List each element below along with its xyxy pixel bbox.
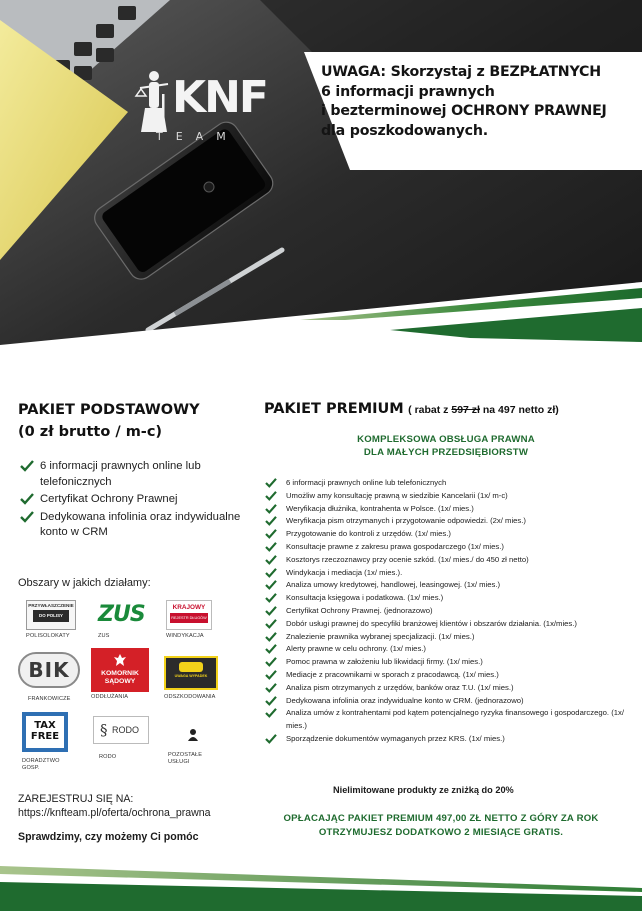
basic-feature-list bbox=[18, 459, 258, 541]
eagle-icon bbox=[113, 653, 127, 667]
list-item bbox=[264, 618, 624, 631]
tile-odszkodowania bbox=[164, 656, 224, 701]
check-icon bbox=[20, 460, 34, 472]
zus-logo-icon: ZUS bbox=[98, 602, 145, 627]
car-icon bbox=[179, 662, 203, 672]
premium-item-text: Pomoc prawna w założeniu lub likwidacji firmy. (1x/ mies.) bbox=[286, 657, 483, 667]
rodo-logo-icon: § RODO bbox=[93, 716, 149, 744]
premium-item-text: Dedykowana infolinia oraz indywidualne konto w CRM. (jednorazowo) bbox=[286, 695, 524, 705]
check-icon bbox=[265, 696, 277, 706]
tile-doradztwo bbox=[22, 712, 82, 772]
premium-item-text: Kosztorys rzeczoznawcy przy ocenie szkód. (1x/ mies./ do 450 zł netto) bbox=[286, 554, 529, 564]
check-icon bbox=[265, 491, 277, 501]
check-icon bbox=[265, 619, 277, 629]
premium-item-text: Windykacja i mediacja (1x/ mies.). bbox=[286, 567, 403, 577]
check-cta: Sprawdzimy, czy możemy Ci pomóc bbox=[18, 831, 199, 843]
list-item bbox=[264, 656, 624, 669]
logo-letters: KNF bbox=[172, 72, 267, 123]
premium-item-text: Analiza umowy kredytowej, handlowej, leasingowej. (1x/ mies.) bbox=[286, 580, 501, 590]
check-icon bbox=[265, 657, 277, 667]
komornik-logo-icon: KOMORNIK SĄDOWY bbox=[91, 648, 149, 692]
list-item bbox=[264, 631, 624, 644]
premium-item-text: Umożliw amy konsultację prawną w siedzibie Kancelarii (1x/ m-c) bbox=[286, 490, 508, 500]
check-icon bbox=[265, 580, 277, 590]
check-icon bbox=[265, 542, 277, 552]
list-item bbox=[18, 459, 258, 490]
register-block bbox=[18, 792, 211, 820]
check-icon bbox=[265, 568, 277, 578]
check-icon bbox=[265, 529, 277, 539]
polisolokaty-logo-icon: PRZYWŁASZCZENIE DO POLISY bbox=[26, 600, 76, 630]
check-icon bbox=[265, 606, 277, 616]
tile-caption: RODO bbox=[99, 754, 117, 760]
check-icon bbox=[265, 516, 277, 526]
headline-line: i bezterminowej OCHRONY PRAWNEJ bbox=[321, 103, 607, 119]
list-item bbox=[264, 528, 624, 541]
premium-rebate: ( rabat z 597 zł na 497 netto zł) bbox=[408, 404, 559, 416]
basic-package-title: PAKIET PODSTAWOWY bbox=[18, 402, 200, 418]
premium-item-text: Znalezienie prawnika wybranej specjalizacji. (1x/ mies.) bbox=[286, 631, 475, 641]
tile-caption: DORADZTWO GOSP. bbox=[22, 758, 60, 771]
basic-package bbox=[18, 400, 258, 543]
list-item bbox=[18, 510, 258, 541]
premium-item-text: Konsultacja księgowa i podatkowa. (1x/ mies.) bbox=[286, 593, 444, 603]
basic-item-text: Dedykowana infolinia oraz indywidualne konto w CRM bbox=[40, 510, 241, 538]
person-icon bbox=[186, 728, 200, 742]
check-icon bbox=[265, 478, 277, 488]
tile-polisolokaty bbox=[26, 600, 86, 640]
check-icon bbox=[265, 593, 277, 603]
check-icon bbox=[265, 555, 277, 565]
premium-item-text: 6 informacji prawnych online lub telefonicznych bbox=[286, 478, 447, 487]
check-icon bbox=[265, 632, 277, 642]
premium-item-text: Sporządzenie dokumentów wymaganych przez KRS. (1x/ mies.) bbox=[286, 733, 505, 743]
premium-item-text: Mediacje z pracownikami w sporach z pracodawcą. (1x/ mies.) bbox=[286, 669, 499, 679]
check-icon bbox=[265, 708, 277, 718]
premium-item-text: Konsultacje prawne z zakresu prawa gospodarczego (1x/ mies.) bbox=[286, 541, 504, 551]
check-icon bbox=[20, 511, 34, 523]
basic-item-text: Certyfikat Ochrony Prawnej bbox=[40, 493, 178, 505]
premium-title bbox=[264, 400, 559, 418]
tile-caption: ODSZKODOWANIA bbox=[164, 694, 216, 700]
wypadek-logo-icon: UWAGA WYPADEK bbox=[164, 656, 218, 690]
hero-banner bbox=[0, 0, 642, 380]
unlimited-note: Nielimitowane produkty ze zniżką do 20% bbox=[333, 785, 514, 795]
list-item bbox=[264, 669, 624, 682]
hero-background bbox=[0, 0, 642, 380]
premium-feature-list bbox=[264, 477, 624, 746]
tile-caption: FRANKOWICZE bbox=[28, 696, 71, 702]
premium-item-text: Analiza umów z kontrahentami pod kątem potencjalnego ryzyka finansowego i gospodarczego. (1x/ mies.) bbox=[286, 708, 625, 731]
list-item bbox=[264, 515, 624, 528]
list-item bbox=[264, 567, 624, 580]
premium-item-text: Weryfikacja pism otrzymanych i przygotowanie odpowiedzi. (2x/ mies.) bbox=[286, 516, 526, 526]
check-icon bbox=[265, 734, 277, 744]
basic-item-text: 6 informacji prawnych online lub telefonicznych bbox=[40, 460, 201, 488]
headline-line: UWAGA: Skorzystaj z BEZPŁATNYCH bbox=[321, 64, 601, 80]
list-item bbox=[264, 579, 624, 592]
bottom-band bbox=[0, 844, 642, 911]
basic-package-price: (0 zł brutto / m-c) bbox=[18, 424, 163, 440]
check-icon bbox=[265, 644, 277, 654]
list-item bbox=[264, 503, 624, 516]
bik-logo-icon: BIK bbox=[18, 652, 80, 688]
register-link[interactable]: https://knfteam.pl/oferta/ochrona_prawna bbox=[18, 807, 211, 819]
tile-caption: WINDYKACJA bbox=[166, 633, 204, 639]
check-icon bbox=[265, 670, 277, 680]
premium-item-text: Przygotowanie do kontroli z urzędów. (1x/ mies.) bbox=[286, 529, 451, 539]
tile-oddluzania bbox=[91, 648, 151, 701]
list-item bbox=[264, 490, 624, 503]
list-item bbox=[264, 643, 624, 656]
list-item bbox=[264, 541, 624, 554]
list-item bbox=[264, 695, 624, 708]
list-item bbox=[264, 554, 624, 567]
list-item bbox=[264, 605, 624, 618]
logo-team-text: TEAM bbox=[156, 130, 239, 143]
premium-package-title: PAKIET PREMIUM bbox=[264, 401, 404, 417]
premium-item-text: Analiza pism otrzymanych z urzędów, banków oraz T.U. (1x/ mies.) bbox=[286, 682, 514, 692]
tile-frankowicze bbox=[18, 652, 84, 703]
list-item bbox=[264, 707, 624, 733]
premium-subtitle: KOMPLEKSOWA OBSŁUGA PRAWNA DLA MAŁYCH PRZEDSIĘBIORSTW bbox=[357, 434, 535, 458]
premium-item-text: Weryfikacja dłużnika, kontrahenta w Polsce. (1x/ mies.) bbox=[286, 503, 474, 513]
list-item bbox=[18, 492, 258, 508]
check-icon bbox=[265, 683, 277, 693]
premium-item-text: Dobór usługi prawnej do specyfiki branżowej klientów i obszarów działania. (1x/mies.) bbox=[286, 618, 577, 628]
tile-pozostale bbox=[168, 728, 218, 766]
areas-title: Obszary w jakich działamy: bbox=[18, 577, 151, 589]
headline-line: 6 informacji prawnych bbox=[321, 83, 495, 100]
list-item bbox=[264, 733, 624, 746]
list-item bbox=[264, 682, 624, 695]
premium-item-text: Alerty prawne w celu ochrony. (1x/ mies.) bbox=[286, 644, 426, 654]
headline-line: dla poszkodowanych. bbox=[321, 122, 488, 139]
list-item bbox=[264, 592, 624, 605]
tile-rodo bbox=[93, 716, 153, 761]
tile-caption: ODDŁUŻANIA bbox=[91, 694, 129, 700]
premium-item-text: Certyfikat Ochrony Prawnej. (jednorazowo) bbox=[286, 605, 433, 615]
tile-caption: POZOSTAŁE USŁUGI bbox=[168, 752, 203, 765]
premium-offer: OPŁACAJĄC PAKIET PREMIUM 497,00 ZŁ NETTO Z GÓRY ZA ROK OTRZYMUJESZ DODATKOWO 2 MIESIĄCE GRATIS. bbox=[283, 813, 599, 838]
list-item bbox=[264, 477, 624, 490]
tile-zus bbox=[98, 600, 150, 640]
tile-caption: POLISOLOKATY bbox=[26, 633, 70, 639]
register-label: ZAREJESTRUJ SIĘ NA: bbox=[18, 793, 134, 805]
tile-windykacja bbox=[166, 600, 226, 640]
krd-logo-icon: KRAJOWY REJESTR DŁUGÓW bbox=[166, 600, 212, 630]
check-icon bbox=[265, 504, 277, 514]
check-icon bbox=[20, 493, 34, 505]
taxfree-logo-icon: TAX FREE bbox=[22, 712, 68, 752]
headline bbox=[321, 63, 637, 141]
tile-caption: ZUS bbox=[98, 633, 110, 639]
